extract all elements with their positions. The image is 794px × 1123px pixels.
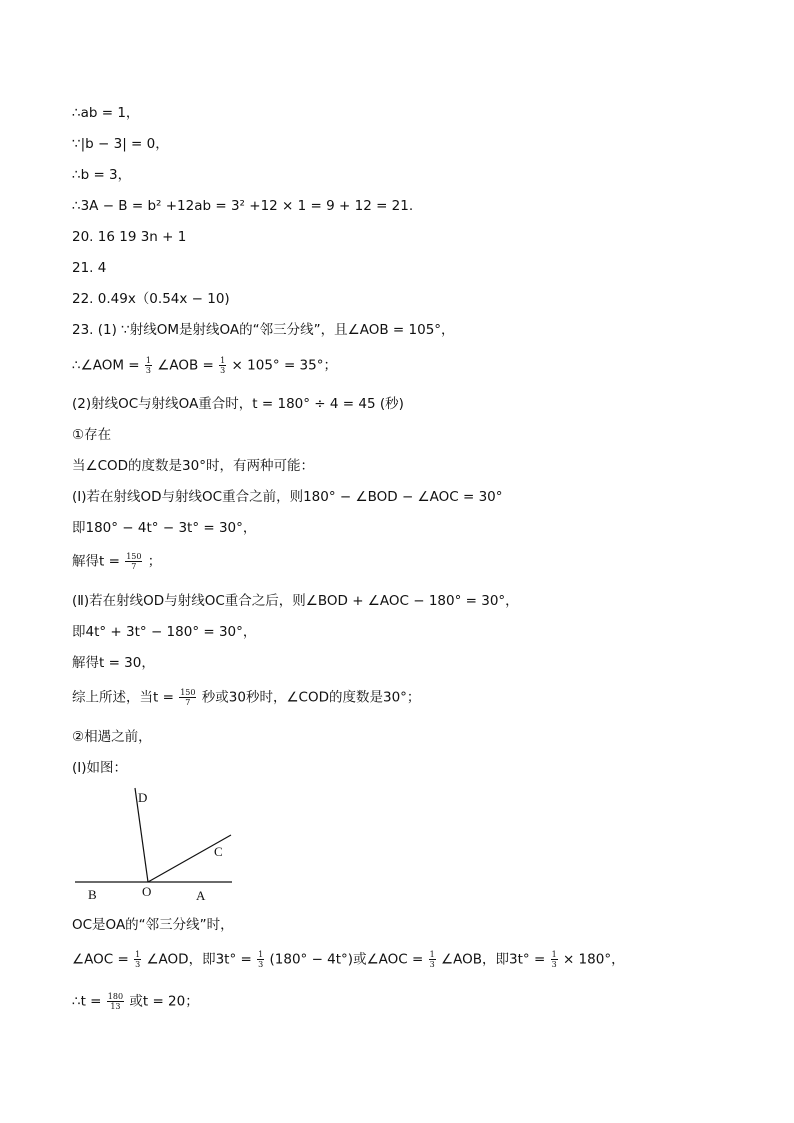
line-angle-aom xyxy=(72,356,337,375)
line-t-result xyxy=(72,992,199,1011)
case-i-before: (Ⅰ)若在射线OD与射线OC重合之前，则180° − ∠BOD − ∠AOC = 30° xyxy=(72,489,503,505)
item-2-before-meeting: ②相遇之前， xyxy=(72,729,152,745)
text-segment: 秒或30秒时，∠COD的度数是30°； xyxy=(201,689,421,706)
label-d: D xyxy=(138,790,148,805)
answer-21: 21. 4 xyxy=(72,260,107,276)
case-i-as-figure: (Ⅰ)如图： xyxy=(72,760,128,776)
fraction-one-third: $\frac{1}{3}$ xyxy=(220,356,226,375)
text-segment: × 105° = 35°； xyxy=(231,357,337,374)
fraction-180-over-13: $\frac{180}{13}$ xyxy=(107,992,124,1011)
item-1-exists: ①存在 xyxy=(72,427,112,443)
fraction-one-third: $\frac{1}{3}$ xyxy=(258,950,264,969)
text-segment: ∠AOB = xyxy=(157,357,214,374)
case-ii-after: (Ⅱ)若在射线OD与射线OC重合之后，则∠BOD + ∠AOC − 180° = 30°， xyxy=(72,593,519,609)
text-segment: ∠AOD，即3t° = xyxy=(146,951,252,968)
fraction-150-over-7: $\frac{150}{7}$ xyxy=(126,552,142,571)
text-segment: 或t = 20； xyxy=(129,993,199,1010)
line-solve-t-2: 解得t = 30， xyxy=(72,655,155,671)
line-two-cases: 当∠COD的度数是30°时，有两种可能： xyxy=(72,458,314,474)
text-segment: 综上所述，当t = xyxy=(72,689,174,706)
part2-coincide: (2)射线OC与射线OA重合时，t = 180° ÷ 4 = 45 (秒) xyxy=(72,396,404,412)
text-segment: ； xyxy=(147,553,162,570)
text-segment: ∴t = xyxy=(72,993,102,1010)
label-o: O xyxy=(142,884,152,899)
text-segment: ∠AOB，即3t° = xyxy=(441,951,546,968)
text-segment: 解得t = xyxy=(72,553,120,570)
line-3a-minus-b: ∴3A − B = b² +12ab = 3² +12 × 1 = 9 + 12 = 21. xyxy=(72,198,414,214)
fraction-one-third: $\frac{1}{3}$ xyxy=(429,950,435,969)
text-segment: (180° − 4t°)或∠AOC = xyxy=(269,951,424,968)
ray-diagram xyxy=(72,785,242,905)
line-abs-b-minus-3: ∵|b − 3| = 0， xyxy=(72,136,169,152)
fraction-one-third: $\frac{1}{3}$ xyxy=(145,356,151,375)
line-b-equals-3: ∴b = 3， xyxy=(72,167,132,183)
fraction-150-over-7: $\frac{150}{7}$ xyxy=(180,688,196,707)
text-segment: × 180°， xyxy=(562,951,625,968)
line-solve-t-1 xyxy=(72,552,161,571)
line-ab-equals-1: ∴ab = 1， xyxy=(72,105,140,121)
text-segment: ∠AOC = xyxy=(72,951,129,968)
label-b: B xyxy=(88,887,97,902)
line-equation-1: 即180° − 4t° − 3t° = 30°， xyxy=(72,520,257,536)
fraction-one-third: $\frac{1}{3}$ xyxy=(551,950,557,969)
answer-22: 22. 0.49x（0.54x − 10) xyxy=(72,291,230,307)
line-oc-trisector: OC是OA的“邻三分线”时， xyxy=(72,917,234,933)
text-segment: ∴∠AOM = xyxy=(72,357,140,374)
answer-20: 20. 16 19 3n + 1 xyxy=(72,229,187,245)
label-a: A xyxy=(196,888,206,903)
line-equation-2: 即4t° + 3t° − 180° = 30°， xyxy=(72,624,257,640)
line-angle-aoc-cases xyxy=(72,950,625,969)
fraction-one-third: $\frac{1}{3}$ xyxy=(135,950,141,969)
answer-23-part1: 23. (1) ∵射线OM是射线OA的“邻三分线”，且∠AOB = 105°， xyxy=(72,322,455,338)
label-c: C xyxy=(214,844,223,859)
line-summary xyxy=(72,688,420,707)
